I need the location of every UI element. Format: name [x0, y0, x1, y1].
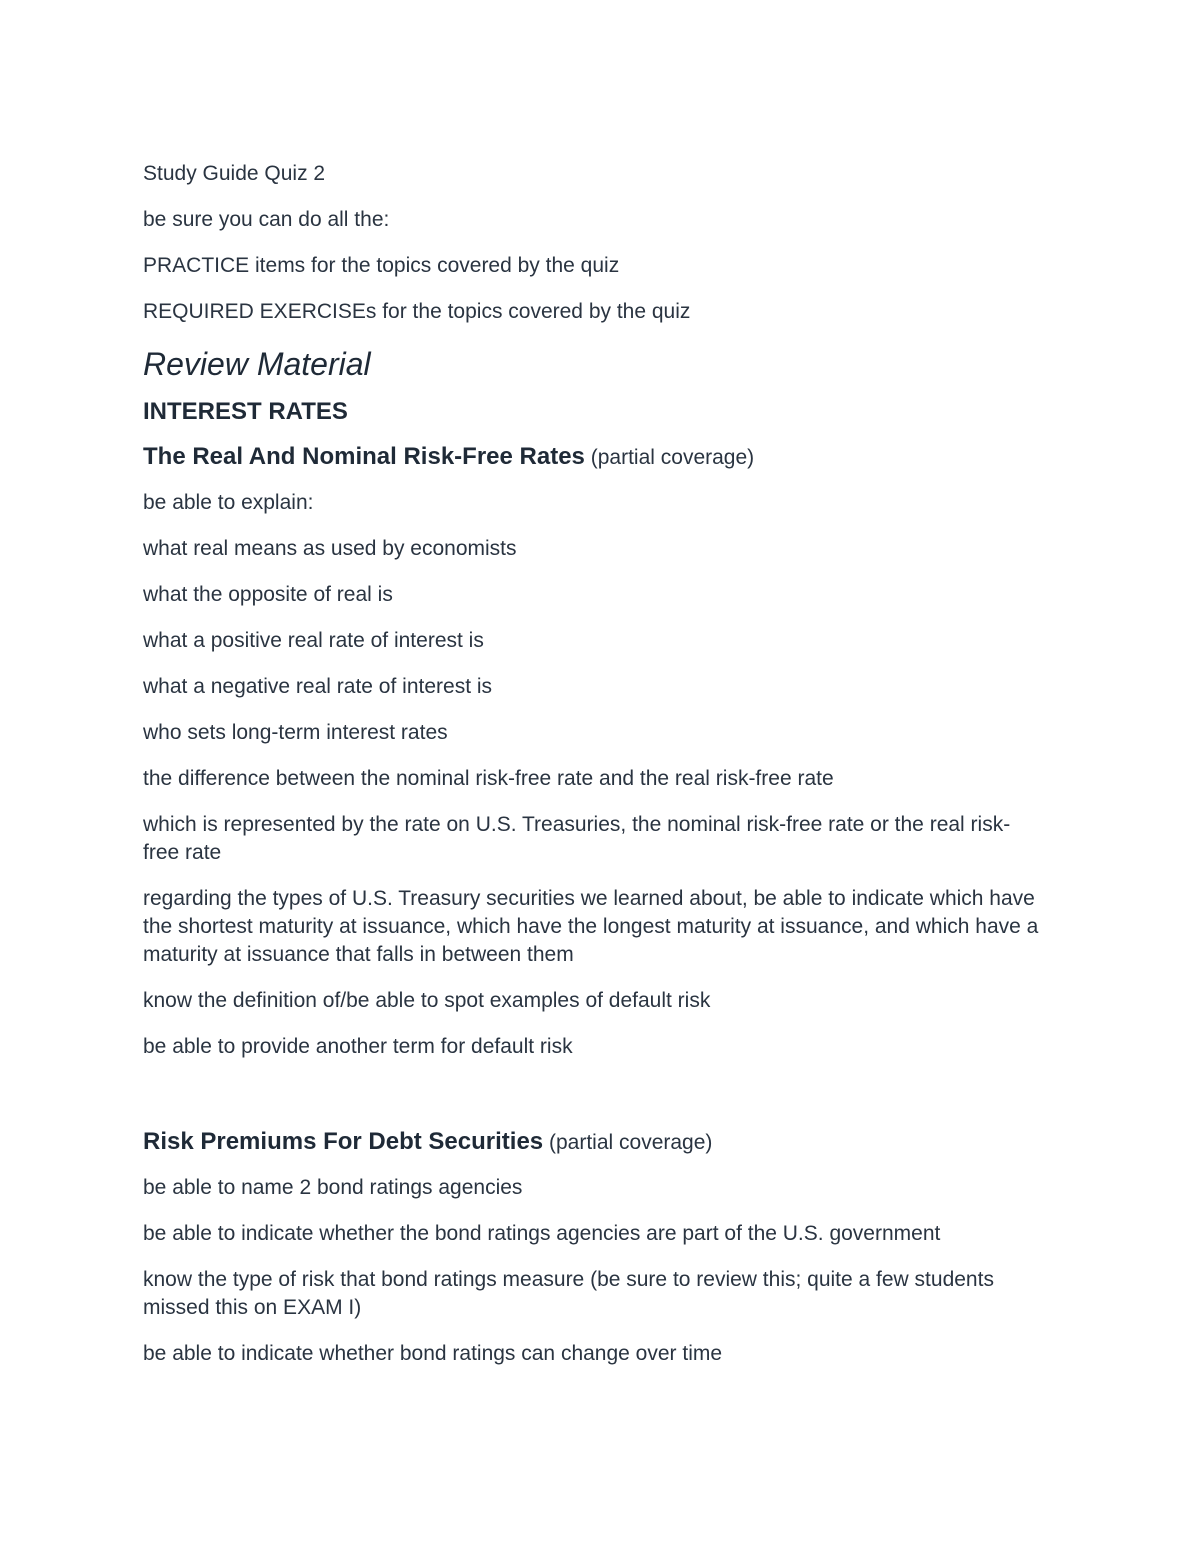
list-item: the difference between the nominal risk-free rate and the real risk-free rate	[143, 767, 834, 790]
list-item: be able to indicate whether bond ratings can change over time	[143, 1342, 723, 1365]
subsection-heading-risk-free-rates	[143, 442, 1043, 473]
list-item: what a positive real rate of interest is	[143, 629, 484, 652]
list-item: what the opposite of real is	[143, 583, 393, 606]
document-title: Study Guide Quiz 2	[143, 162, 326, 185]
list-item: be able to name 2 bond ratings agencies	[143, 1176, 523, 1199]
list-item: which is represented by the rate on U.S. Treasuries, the nominal risk-free rate or the real risk-free rate	[143, 813, 1011, 864]
section-spacer	[143, 1079, 1043, 1127]
intro-line: PRACTICE items for the topics covered by the quiz	[143, 254, 620, 277]
subsection-title: The Real And Nominal Risk-Free Rates	[143, 443, 585, 470]
list-item: be able to explain:	[143, 491, 314, 514]
list-item: what real means as used by economists	[143, 537, 517, 560]
list-item: what a negative real rate of interest is	[143, 675, 493, 698]
subsection-title: Risk Premiums For Debt Securities	[143, 1128, 544, 1155]
review-material-heading: Review Material	[143, 346, 371, 382]
list-item: who sets long-term interest rates	[143, 721, 448, 744]
list-item: know the definition of/be able to spot examples of default risk	[143, 989, 711, 1012]
intro-line: REQUIRED EXERCISEs for the topics covered by the quiz	[143, 300, 691, 323]
interest-rates-heading: INTEREST RATES	[143, 398, 348, 425]
list-item: be able to indicate whether the bond ratings agencies are part of the U.S. government	[143, 1222, 941, 1245]
coverage-note: (partial coverage)	[548, 1131, 713, 1154]
list-item: be able to provide another term for default risk	[143, 1035, 573, 1058]
subsection-heading-risk-premiums	[143, 1127, 1043, 1158]
list-item: know the type of risk that bond ratings measure (be sure to review this; quite a few students missed this on EXAM I)	[143, 1268, 994, 1319]
document-page	[143, 160, 1043, 1386]
list-item: regarding the types of U.S. Treasury securities we learned about, be able to indicate which have the shortest maturity at issuance, which have the longest maturity at issuance, and which have a maturity at issuance that falls in between them	[143, 887, 1039, 966]
intro-line: be sure you can do all the:	[143, 208, 390, 231]
coverage-note: (partial coverage)	[590, 446, 755, 469]
